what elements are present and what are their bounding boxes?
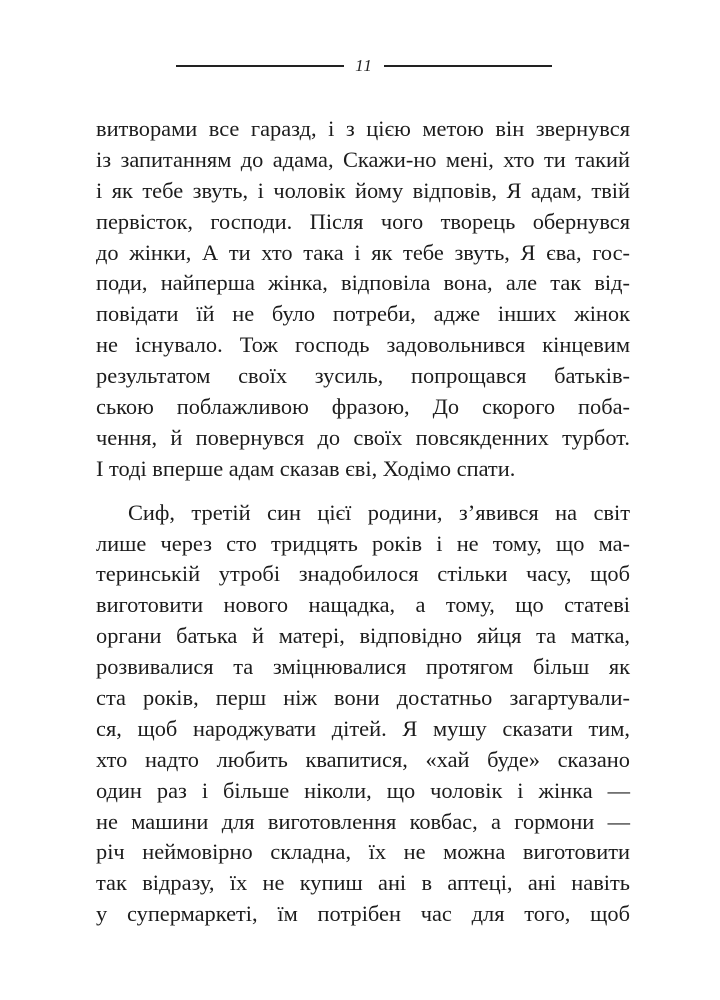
text-line: первісток, господи. Після чого творець обернувся	[96, 208, 630, 234]
text-line: ською поблажливою фразою, До скорого поба-	[96, 394, 630, 420]
paragraph-2	[96, 498, 630, 930]
text-line: і як тебе звуть, і чоловік йому відповів, Я адам, твій	[96, 177, 630, 203]
text-line: І тоді вперше адам сказав єві, Ходімо спати.	[96, 455, 516, 481]
text-line: результатом своїх зусиль, попрощався батьків-	[96, 363, 630, 389]
text-line: річ неймовірно складна, їх не можна виготовити	[96, 839, 630, 865]
text-line: Сиф, третій син цієї родини, з’явився на світ	[128, 499, 630, 525]
text-line: із запитанням до адама, Скажи-но мені, хто ти такий	[96, 146, 630, 172]
text-line: ста років, перш ніж вони достатньо загартували-	[96, 685, 630, 711]
page-header	[176, 54, 552, 78]
text-line: розвивалися та зміцнювалися протягом більш як	[96, 654, 630, 680]
text-line: теринській утробі знадобилося стільки часу, щоб	[96, 561, 630, 587]
text-line: органи батька й матері, відповідно яйця та матка,	[96, 623, 630, 649]
text-line: витворами все гаразд, і з цією метою він звернувся	[96, 116, 630, 141]
page-number: 11	[355, 56, 373, 75]
text-line: лише через сто тридцять років і не тому, що ма-	[96, 530, 630, 556]
text-line: у супермаркеті, їм потрібен час для того, щоб	[96, 901, 630, 927]
text-line: до жінки, А ти хто така і як тебе звуть, Я єва, гос-	[96, 239, 630, 265]
text-line: повідати їй не було потреби, адже інших жінок	[96, 301, 630, 327]
text-line: не існувало. Тож господь задовольнився кінцевим	[96, 332, 630, 358]
header-rule-left	[176, 65, 344, 67]
text-line: чення, й повернувся до своїх повсякденних турбот.	[96, 424, 630, 450]
text-line: поди, найперша жінка, відповіла вона, але так від-	[96, 270, 630, 296]
text-line: не машини для виготовлення ковбас, а гормони —	[96, 808, 630, 834]
text-line: хто надто любить квапитися, «хай буде» сказано	[96, 746, 630, 772]
paragraph-1	[96, 114, 630, 485]
paragraph-gap	[96, 485, 630, 498]
text-line: виготовити нового нащадка, а тому, що статеві	[96, 592, 630, 618]
header-rule-right	[384, 65, 552, 67]
text-line: ся, щоб народжувати дітей. Я мушу сказати тим,	[96, 715, 630, 741]
text-line: один раз і більше ніколи, що чоловік і жінка —	[96, 777, 630, 803]
body-text	[96, 114, 630, 930]
text-line: так відразу, їх не купиш ані в аптеці, ані навіть	[96, 870, 630, 896]
